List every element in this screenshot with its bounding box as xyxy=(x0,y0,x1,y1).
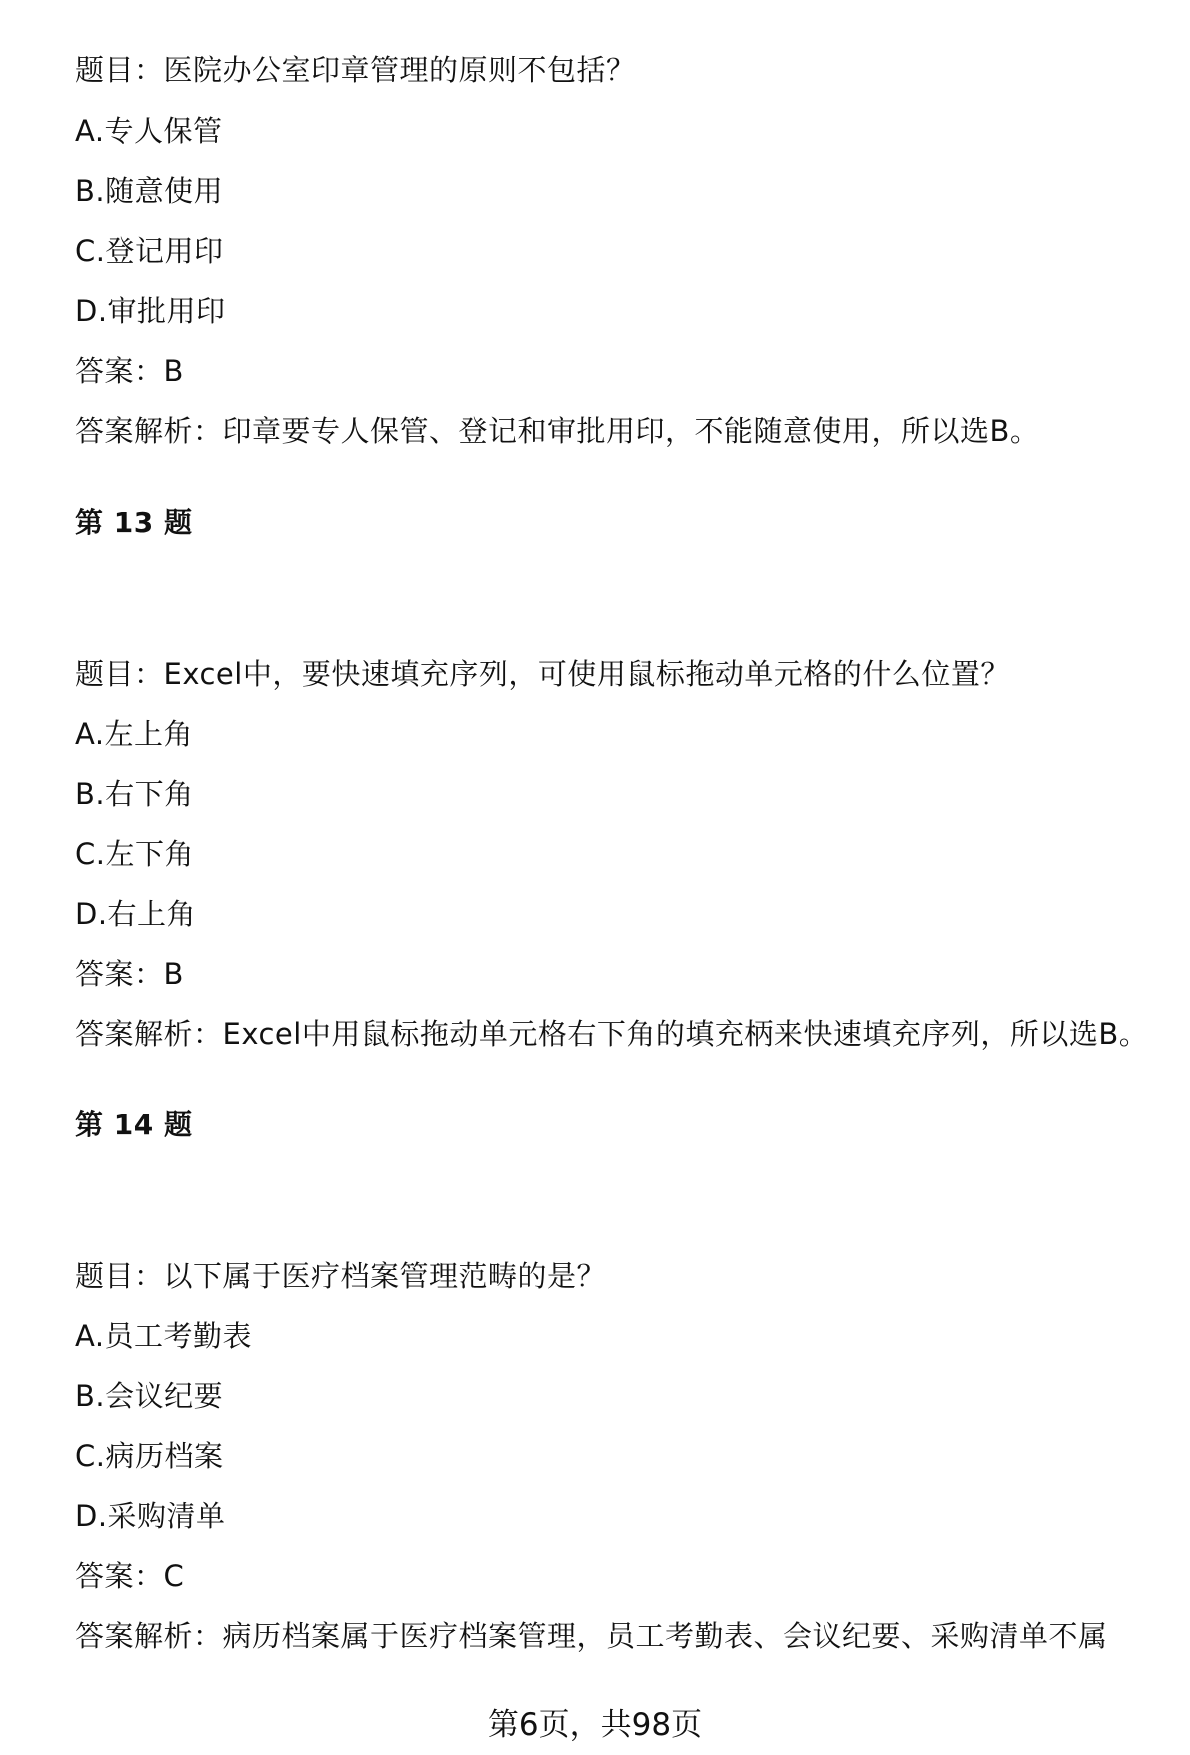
answer-analysis: 答案解析：病历档案属于医疗档案管理，员工考勤表、会议纪要、采购清单不属 xyxy=(75,1619,1108,1653)
question-heading: 第 14 题 xyxy=(75,1108,193,1141)
option-b: B.会议纪要 xyxy=(75,1379,224,1413)
option-c: C.左下角 xyxy=(75,837,194,871)
answer-analysis: 答案解析：Excel中用鼠标拖动单元格右下角的填充柄来快速填充序列，所以选B。 xyxy=(75,1017,1149,1051)
option-a: A.专人保管 xyxy=(75,114,223,148)
option-d: D.审批用印 xyxy=(75,294,226,328)
question-text: 题目：医院办公室印章管理的原则不包括？ xyxy=(75,53,636,87)
question-text: 题目：以下属于医疗档案管理范畴的是？ xyxy=(75,1259,607,1293)
answer: 答案：C xyxy=(75,1559,185,1593)
option-b: B.随意使用 xyxy=(75,174,224,208)
option-b: B.右下角 xyxy=(75,777,194,811)
option-d: D.右上角 xyxy=(75,897,197,931)
answer-analysis: 答案解析：印章要专人保管、登记和审批用印，不能随意使用，所以选B。 xyxy=(75,414,1040,448)
option-a: A.员工考勤表 xyxy=(75,1319,253,1353)
question-text: 题目：Excel中，要快速填充序列，可使用鼠标拖动单元格的什么位置？ xyxy=(75,657,1010,691)
option-d: D.采购清单 xyxy=(75,1499,226,1533)
question-heading: 第 13 题 xyxy=(75,506,193,539)
answer: 答案：B xyxy=(75,354,184,388)
option-c: C.登记用印 xyxy=(75,234,224,268)
answer: 答案：B xyxy=(75,957,184,991)
page-number: 第6页，共98页 xyxy=(487,1707,703,1743)
option-c: C.病历档案 xyxy=(75,1439,224,1473)
option-a: A.左上角 xyxy=(75,717,194,751)
